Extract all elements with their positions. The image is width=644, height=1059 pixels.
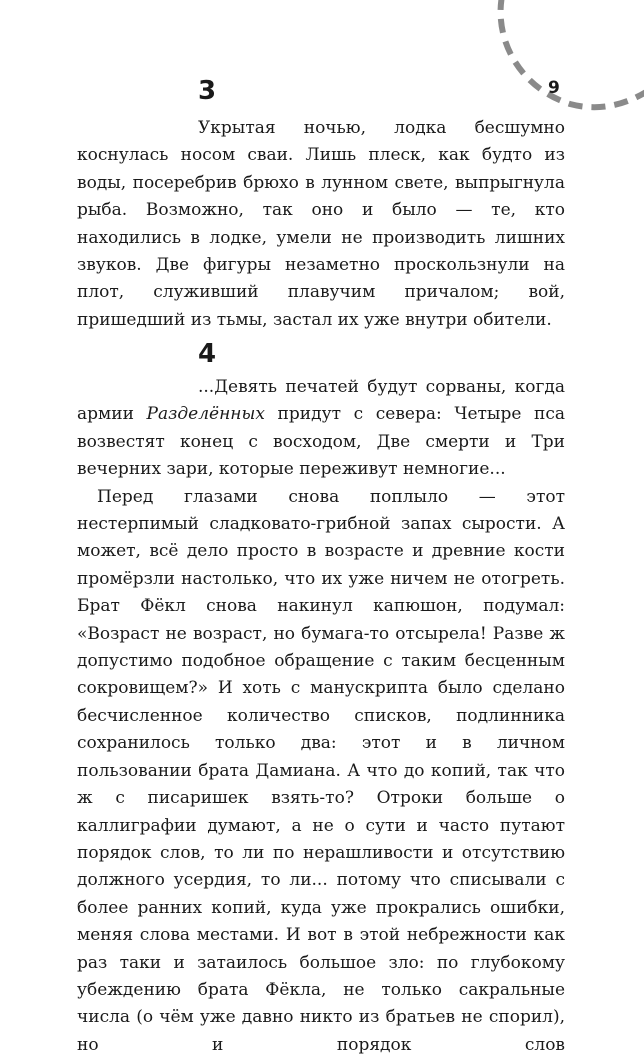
chapter-3-text bbox=[77, 115, 565, 334]
paragraph: Перед глазами снова поплыло — этот нестерпимый сладковато-грибной запах сырости. А может, всё дело просто в возрасте и древние кости промёрзли настолько, что их уже ничем не отогреть. Брат Фёкл снова накинул капюшон, подумал: «Возраст не возраст, но бумага-то отсырела! Разве ж допустимо подобное обращение с таким бесценным сокровищем?» И хоть с манускрипта было сделано бесчисленное количество списков, подлинника сохранилось только два: этот и в личном пользовании брата Дамиана. А что до копий, так что ж с писаришек взять-то? Отроки больше о каллиграфии думают, а не о сути и часто путают порядок слов, то ли по нерашливости и отсутствию должного усердия, то ли... потому что списывали с более ранних копий, куда уже прокрались ошибки, меняя слова местами. И вот в этой небрежности как раз таки и затаилось большое зло: по глубокому убеждению брата Фёкла, не только сакральные числа (о чём уже давно никто из братьев не спорил), но и порядок слов bbox=[77, 486, 565, 1055]
quote-emphasis: Разделённых bbox=[146, 404, 265, 425]
quote-text-start: ...Девять печатей будут сорваны, когда армии bbox=[77, 377, 565, 425]
page-number: 9 bbox=[548, 78, 560, 98]
quote-text-end: придут с севера: Четыре пса возвестят конец с восходом, Две смерти и Три вечерних зари, которые переживут немногие... bbox=[77, 404, 565, 480]
chapter-heading-4: 4 bbox=[198, 339, 217, 369]
paragraph: Укрытая ночью, лодка бесшумно коснулась носом сваи. Лишь плеск, как будто из воды, посеребрив брюхо в лунном свете, выпрыгнула рыба. Возможно, так оно и было — те, кто находились в лодке, умели не производить лишних звуков. Две фигуры незаметно проскользнули на плот, служивший плавучим причалом; вой, пришедший из тьмы, застал их уже внутри обители. bbox=[77, 118, 565, 330]
chapter-heading-3: 3 bbox=[198, 76, 217, 106]
prophecy-quote bbox=[77, 374, 565, 484]
chapter-4-text bbox=[77, 374, 565, 1059]
